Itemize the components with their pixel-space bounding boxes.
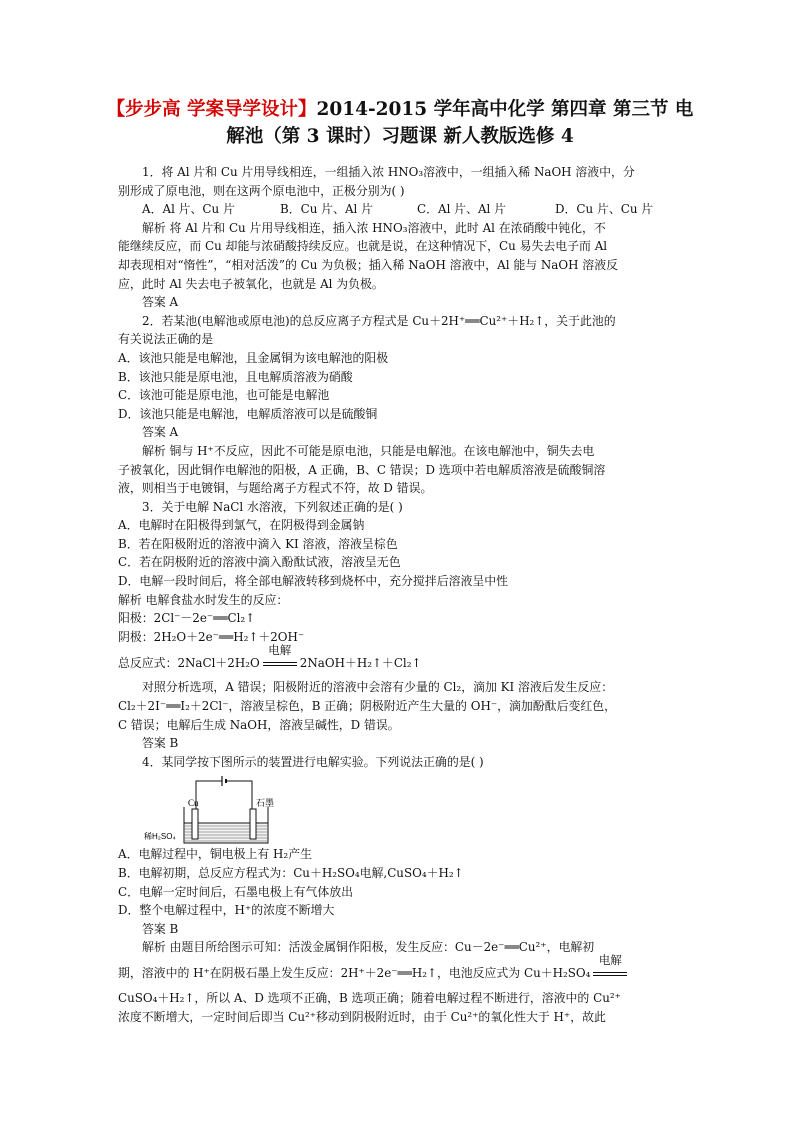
q3-anode-equation: 阳极：2Cl⁻－2e⁻══Cl₂↑ (118, 611, 256, 626)
document-title (95, 96, 705, 150)
q2-stem-line-2: 有关说法正确的是 (118, 332, 214, 347)
q4-explanation-line-4: 浓度不断增大，一定时间后即当 Cu²⁺移动到阴极附近时，由于 Cu²⁺的氧化性大于 H⁺，故此 (118, 1009, 606, 1024)
q4-option-b: B．电解初期，总反应方程式为：Cu＋H₂SO₄电解,CuSO₄＋H₂↑ (118, 866, 464, 880)
q3-option-a: A．电解时在阳极得到氯气，在阴极得到金属钠 (118, 518, 365, 533)
q4-explanation-line-1: 解析 由题目所给图示可知：活泼金属铜作阳极，发生反应：Cu－2e⁻══Cu²⁺，电解初 (142, 940, 595, 955)
q1-stem-line-1: 1．将 Al 片和 Cu 片用导线相连，一组插入浓 HNO₃溶液中，一组插入稀 NaOH 溶液中，分 (142, 165, 635, 179)
q3-option-b: B．若在阳极附近的溶液中滴入 KI 溶液，溶液呈棕色 (118, 536, 398, 551)
electrolysis-condition-2: 电解 (598, 953, 622, 968)
q1-explanation-line-2: 能继续反应，而 Cu 却能与浓硝酸持续反应。也就是说，在这种情况下，Cu 易失去电子而 Al (118, 239, 608, 254)
document-body (118, 163, 680, 1026)
q2-option-d: D．该池只能是电解池，电解质溶液可以是硫酸铜 (118, 406, 378, 421)
wire-right (226, 781, 252, 817)
q2-option-a: A．该池只能是电解池，且金属铜为该电解池的阳极 (118, 350, 389, 365)
q2-stem-line-1: 2．若某池(电解池或原电池)的总反应离子方程式是 Cu＋2H⁺══Cu²⁺＋H₂↑，关于此池的 (142, 313, 616, 328)
wire-left (196, 781, 222, 817)
graphite-label: 石墨 (256, 798, 275, 809)
q2-answer: 答案 A (142, 425, 179, 440)
q4-explanation-line-2-text: 期，溶液中的 H⁺在阴极石墨上发生反应：2H⁺＋2e⁻══H₂↑，电池反应式为 Cu＋H₂SO₄ (118, 966, 591, 981)
q3-explanation-head: 解析 电解食盐水时发生的反应： (118, 592, 289, 607)
electrolysis-apparatus-figure (118, 771, 680, 845)
q1-explanation-line-1: 解析 将 Al 片和 Cu 片用导线相连，插入浓 HNO₃溶液中，此时 Al 在浓硝酸中钝化，不 (142, 220, 606, 235)
q3-total-equation (118, 642, 680, 672)
q1-option-d: D．Cu 片、Cu 片 (555, 202, 654, 217)
q3-explanation-line-3: C 错误；电解后生成 NaOH，溶液呈碱性，D 错误。 (118, 717, 400, 732)
copper-electrode (192, 809, 198, 839)
title-line-2: 解池（第 3 课时）习题课 新人教版选修 4 (226, 126, 574, 147)
q2-option-b: B．该池只能是原电池，且电解质溶液为硝酸 (118, 369, 353, 384)
q3-cathode-equation: 阴极：2H₂O＋2e⁻══H₂↑＋2OH⁻ (118, 629, 305, 644)
q1-explanation-line-3: 却表现相对“惰性”，“相对活泼”的 Cu 为负极；插入稀 NaOH 溶液中，Al 能与 NaOH 溶液反 (118, 257, 618, 272)
q3-explanation-line-2: Cl₂＋2I⁻══I₂＋2Cl⁻，溶液呈棕色，B 正确；阴极附近产生大量的 OH⁻，滴加酚酞后变红色， (118, 699, 617, 714)
q1-stem-line-2: 别形成了原电池，则在这两个原电池中，正极分别为( ) (118, 183, 405, 198)
q1-option-a: A．Al 片、Cu 片 (142, 202, 235, 217)
apparatus-drawing (144, 773, 284, 845)
q1-option-c: C．Al 片、Al 片 (417, 202, 506, 217)
q4-explanation-line-2 (118, 953, 680, 983)
q1-explanation-line-4: 应，此时 Al 失去电子被氧化，也就是 Al 为负极。 (118, 276, 384, 291)
q1-options (118, 200, 680, 219)
q2-explanation-line-1: 解析 铜与 H⁺不反应，因此不可能是原电池，只能是电解池。在该电解池中，铜失去电 (142, 443, 595, 458)
q3-total-left: 总反应式：2NaCl＋2H₂O (118, 655, 260, 670)
electrolysis-condition: 电解 (268, 642, 292, 657)
q3-option-c: C．若在阴极附近的溶液中滴入酚酞试液，溶液呈无色 (118, 555, 401, 570)
acid-label: 稀H₂SO₄ (144, 832, 176, 842)
q2-explanation-line-2: 子被氧化，因此铜作电解池的阳极，A 正确，B、C 错误；D 选项中若电解质溶液是硫酸铜溶 (118, 462, 606, 477)
q3-option-d: D．电解一段时间后，将全部电解液转移到烧杯中，充分搅拌后溶液呈中性 (118, 574, 509, 589)
equals-bar-2 (593, 972, 627, 976)
q4-explanation-line-3: CuSO₄＋H₂↑，所以 A、D 选项不正确，B 选项正确；随着电解过程不断进行，溶液中的 Cu²⁺ (118, 990, 621, 1005)
copper-label: Cu (188, 798, 199, 809)
electrolysis-arrow (263, 642, 297, 673)
graphite-electrode (250, 809, 256, 839)
q3-stem: 3．关于电解 NaCl 水溶液，下列叙述正确的是( ) (142, 499, 403, 514)
q3-answer: 答案 B (142, 736, 179, 751)
q4-answer: 答案 B (142, 921, 179, 936)
q3-total-right: 2NaOH＋H₂↑＋Cl₂↑ (299, 655, 422, 670)
equals-bar (263, 662, 297, 666)
q1-answer: 答案 A (142, 295, 179, 310)
q4-option-d: D．整个电解过程中，H⁺的浓度不断增大 (118, 903, 335, 918)
electrolysis-arrow-2 (593, 953, 627, 983)
q4-option-a: A．电解过程中，铜电极上有 H₂产生 (118, 847, 312, 862)
q3-explanation-line-1: 对照分析选项，A 错误；阳极附近的溶液中会溶有少量的 Cl₂，滴加 KI 溶液后发生反应： (142, 680, 614, 695)
q4-option-c: C．电解一定时间后，石墨电极上有气体放出 (118, 884, 354, 899)
title-line-1-text: 2014-2015 学年高中化学 第四章 第三节 电 (316, 99, 694, 120)
q2-option-c: C．该池可能是原电池，也可能是电解池 (118, 388, 330, 403)
title-brand: 【步步高 学案导学设计】 (106, 99, 317, 120)
q1-option-b: B．Cu 片、Al 片 (280, 202, 374, 217)
title-line-1 (95, 96, 705, 123)
q4-stem: 4．某同学按下图所示的装置进行电解实验。下列说法正确的是( ) (142, 754, 484, 769)
q2-explanation-line-3: 液，则相当于电镀铜，与题给离子方程式不符，故 D 错误。 (118, 481, 433, 496)
